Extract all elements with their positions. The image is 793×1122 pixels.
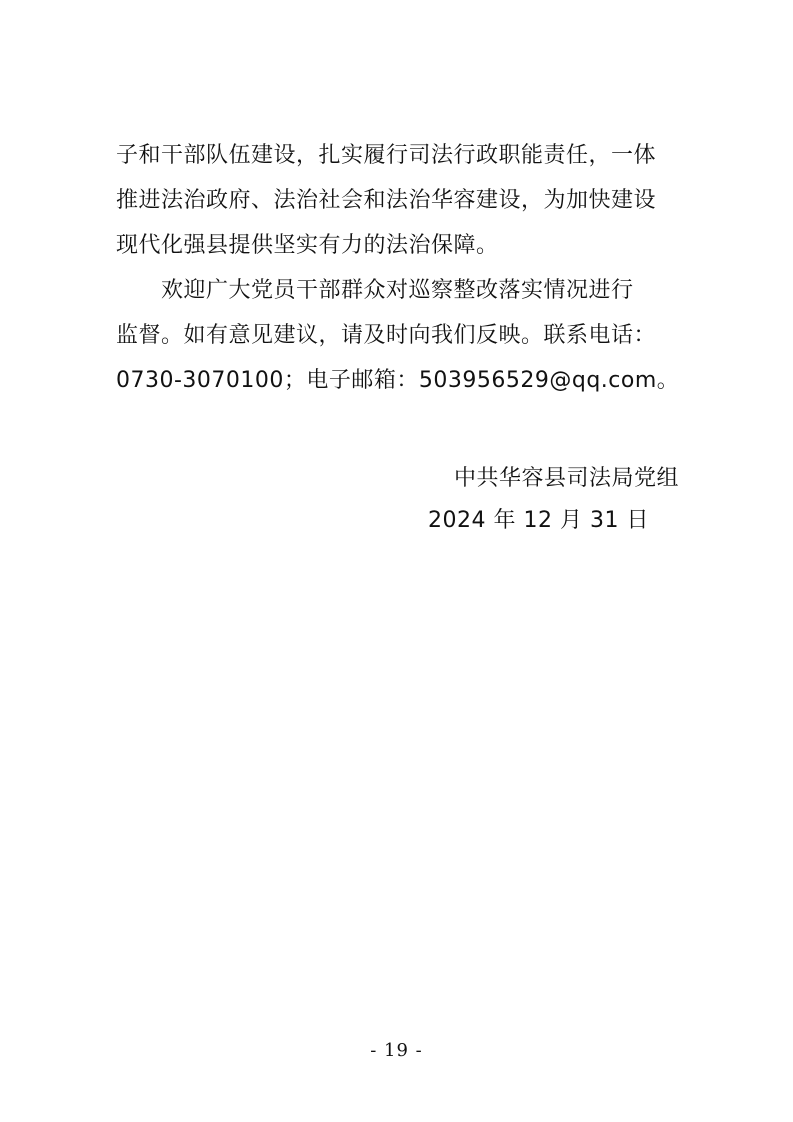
- paragraph-2-line-1: 欢迎广大党员干部群众对巡察整改落实情况进行: [161, 278, 634, 303]
- signature-organization: 中共华容县司法局党组: [453, 466, 679, 491]
- signature-block: [428, 458, 679, 542]
- paragraph-1-line-1: 子和干部队伍建设，扎实履行司法行政职能责任，一体: [116, 143, 657, 168]
- page-number: - 19 -: [370, 1040, 423, 1061]
- paragraph-2-line-3: 0730-3070100；电子邮箱：503956529@qq.com。: [116, 368, 680, 393]
- paragraph-2-line-2: 监督。如有意见建议，请及时向我们反映。联系电话：: [116, 323, 657, 348]
- body-text: [116, 133, 690, 403]
- paragraph-1-line-2: 推进法治政府、法治社会和法治华容建设，为加快建设: [116, 188, 657, 213]
- paragraph-1-line-3: 现代化强县提供坚实有力的法治保障。: [116, 233, 499, 258]
- signature-date: 2024 年 12 月 31 日: [428, 508, 649, 533]
